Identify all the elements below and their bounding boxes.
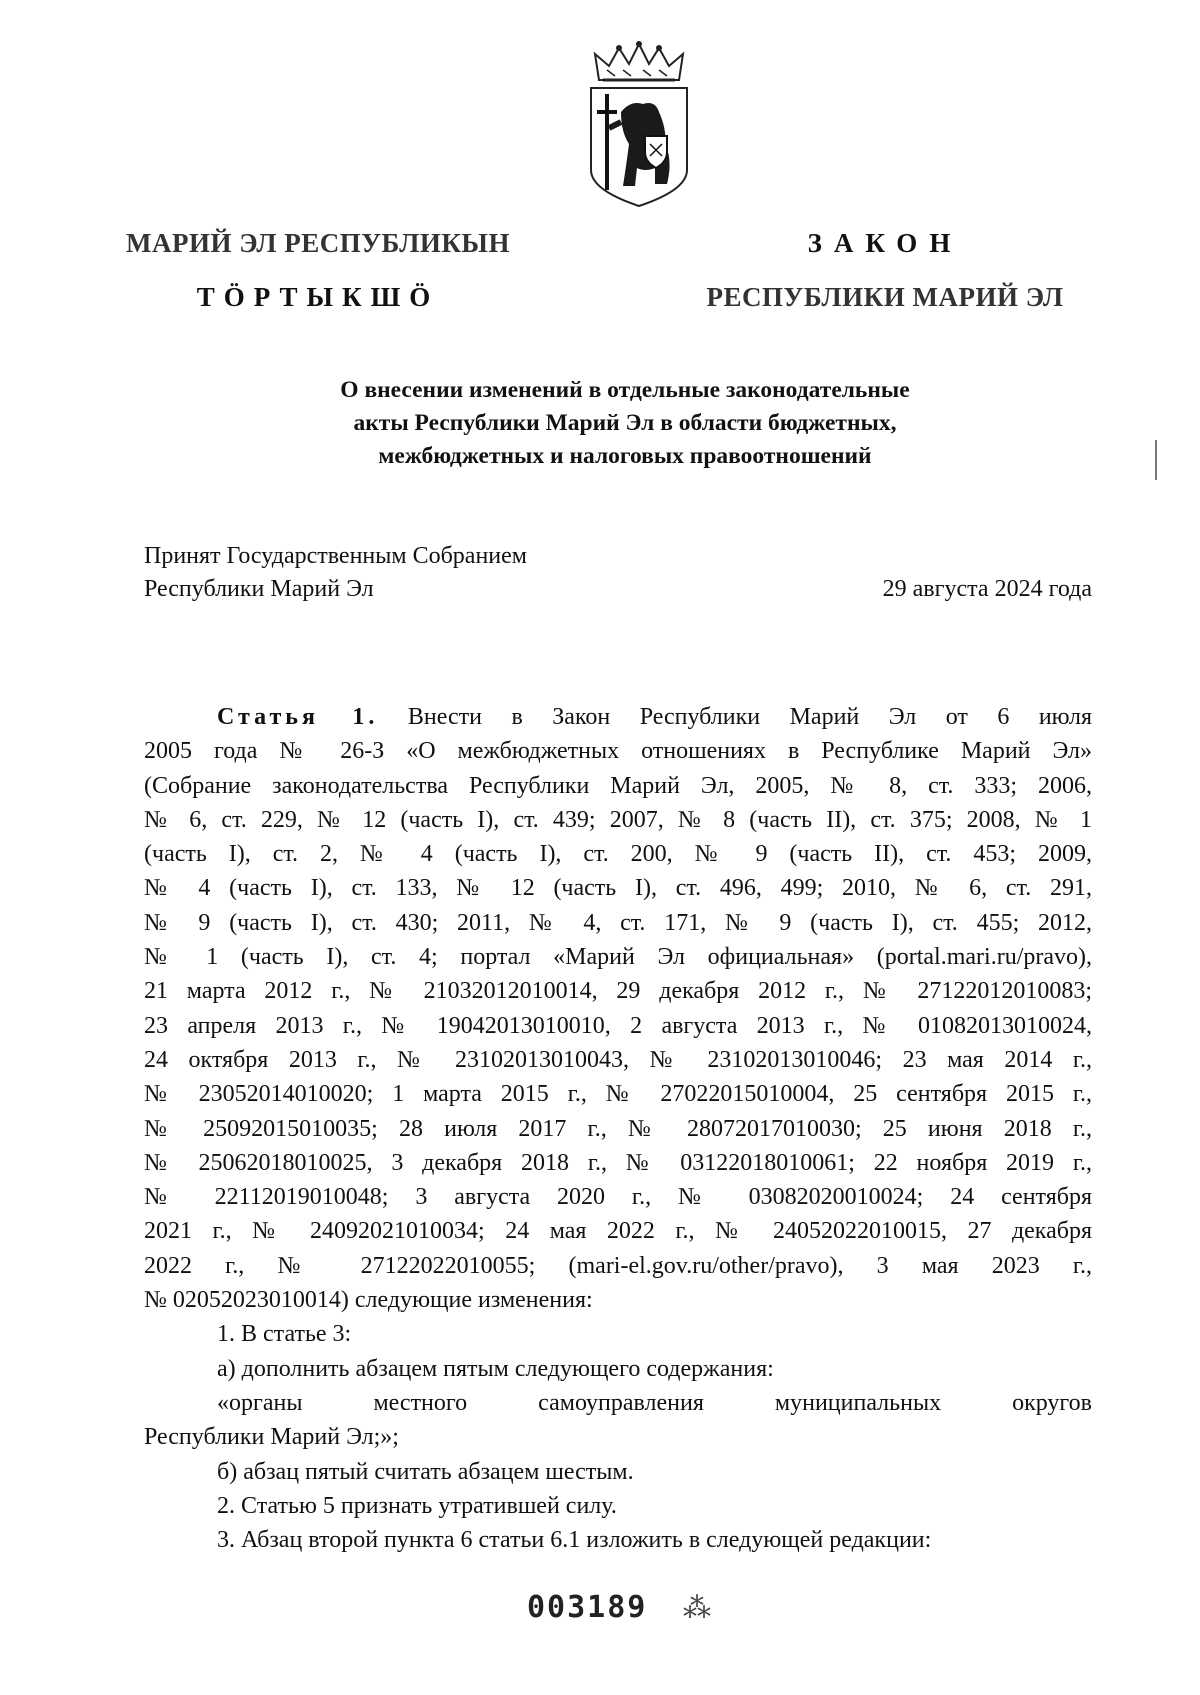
article-text-line: 2005 года № 26-З «О межбюджетных отношениях в Республике Марий Эл» <box>144 738 1092 765</box>
article-label: Статья 1. <box>217 704 379 730</box>
header-right-line1: ЗАКОН <box>807 228 963 258</box>
article-text-line: № 25092015010035; 28 июля 2017 г., № 28072017010030; 25 июня 2018 г., <box>144 1115 1092 1142</box>
article-first-line <box>144 700 1092 734</box>
item-1b: б) абзац пятый считать абзацем шестым. <box>217 1458 634 1485</box>
article-text-line: № 4 (часть I), ст. 133, № 12 (часть I), ст. 496, 499; 2010, № 6, ст. 291, <box>144 875 1092 902</box>
article-text-line: 21 марта 2012 г., № 21032012010014, 29 декабря 2012 г., № 27122012010083; <box>144 978 1092 1005</box>
header-left-line1: МАРИЙ ЭЛ РЕСПУБЛИКЫН <box>126 228 510 258</box>
title-line: межбюджетных и налоговых правоотношений <box>378 443 872 469</box>
header-right-line2: РЕСПУБЛИКИ МАРИЙ ЭЛ <box>706 282 1064 312</box>
quote-line2: Республики Марий Эл;»; <box>144 1424 399 1451</box>
document-serial-number: 003189 <box>527 1590 648 1625</box>
asterism-icon: ⁂ <box>683 1593 711 1624</box>
article-text-line: № 02052023010014) следующие изменения: <box>144 1287 593 1314</box>
article-text-line: № 1 (часть I), ст. 4; портал «Марий Эл официальная» (portal.mari.ru/pravo), <box>144 944 1092 971</box>
adoption-line2: Республики Марий Эл <box>144 576 374 602</box>
article-text-line: (часть I), ст. 2, № 4 (часть I), ст. 200, № 9 (часть II), ст. 453; 2009, <box>144 841 1092 868</box>
coat-of-arms-icon <box>585 40 693 210</box>
article-text-line: Внести в Закон Республики Марий Эл от 6 июля <box>407 704 1093 730</box>
article-text-line: 23 апреля 2013 г., № 19042013010010, 2 августа 2013 г., № 01082013010024, <box>144 1012 1092 1039</box>
adoption-date: 29 августа 2024 года <box>882 576 1092 602</box>
title-line: акты Республики Марий Эл в области бюджетных, <box>353 410 897 436</box>
document-title <box>150 374 1100 473</box>
adoption-line1: Принят Государственным Собранием <box>144 543 527 569</box>
article-text-line: № 9 (часть I), ст. 430; 2011, № 4, ст. 171, № 9 (часть I), ст. 455; 2012, <box>144 909 1092 936</box>
article-text-line: № 25062018010025, 3 декабря 2018 г., № 03122018010061; 22 ноября 2019 г., <box>144 1149 1092 1176</box>
article-body <box>144 700 1092 1557</box>
article-text-line: № 23052014010020; 1 марта 2015 г., № 27022015010004, 25 сентября 2015 г., <box>144 1081 1092 1108</box>
article-text-line: № 6, ст. 229, № 12 (часть I), ст. 439; 2007, № 8 (часть II), ст. 375; 2008, № 1 <box>144 806 1092 833</box>
header-left-line2: ТӦРТЫКШӦ <box>196 282 440 312</box>
title-line: О внесении изменений в отдельные законодательные <box>340 377 910 403</box>
article-text-line: № 22112019010048; 3 августа 2020 г., № 03082020010024; 24 сентября <box>144 1184 1092 1211</box>
item-1a: а) дополнить абзацем пятым следующего содержания: <box>217 1355 774 1382</box>
adoption-info <box>144 540 527 606</box>
quote-line1: «органы местного самоуправления муниципальных округов <box>217 1389 1092 1416</box>
scan-edge-mark <box>1155 440 1157 480</box>
article-text-line: (Собрание законодательства Республики Марий Эл, 2005, № 8, ст. 333; 2006, <box>144 772 1092 799</box>
article-text-line: 2021 г., № 24092021010034; 24 мая 2022 г., № 24052022010015, 27 декабря <box>144 1218 1092 1245</box>
article-text-line: 2022 г., № 27122022010055; (mari-el.gov.ru/other/pravo), 3 мая 2023 г., <box>144 1252 1092 1279</box>
item-2: 2. Статью 5 признать утратившей силу. <box>217 1492 617 1519</box>
article-text-line: 24 октября 2013 г., № 23102013010043, № 23102013010046; 23 мая 2014 г., <box>144 1046 1092 1073</box>
item-1: 1. В статье 3: <box>217 1321 352 1348</box>
item-3: 3. Абзац второй пункта 6 статьи 6.1 изложить в следующей редакции: <box>217 1527 932 1554</box>
